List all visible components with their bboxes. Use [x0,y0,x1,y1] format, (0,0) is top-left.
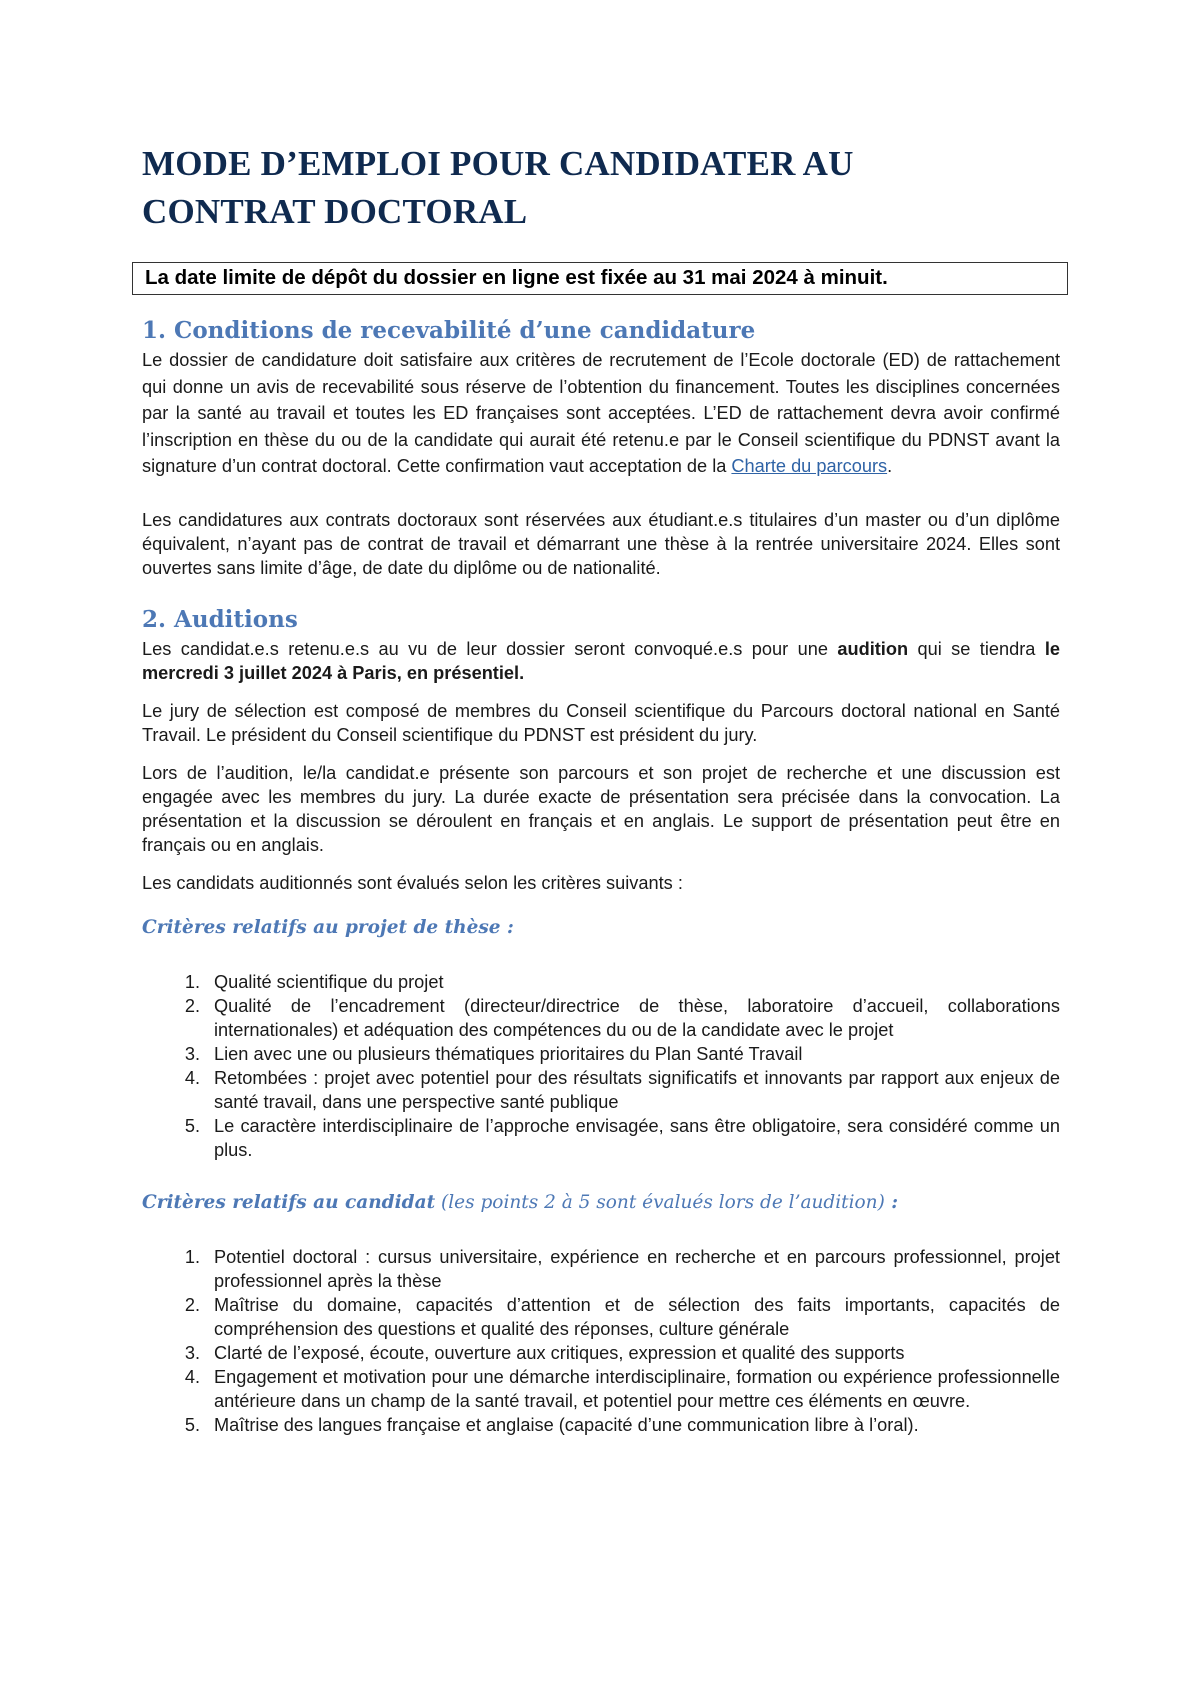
criteria-candidate-heading-note: (les points 2 à 5 sont évalués lors de l’audition) [435,1191,885,1213]
list-item-number: 4. [184,1067,200,1088]
section-1-paragraph-2: Les candidatures aux contrats doctoraux sont réservées aux étudiant.e.s titulaires d’un master ou d’un diplôme équivalent, n’ayant pas de contrat de travail et démarrant une thèse à la rentrée universitaire 2024. Elles sont ouvertes sans limite d’âge, de date du diplôme ou de nationalité. [142,509,1060,578]
section-2-paragraph-3: Lors de l’audition, le/la candidat.e présente son parcours et son projet de recherche et une discussion est engagée avec les membres du jury. La durée exacte de présentation sera précisée dans la convocation. La présentation et la discussion se déroulent en français et en anglais. Le support de présentation peut être en français ou en anglais. [142,762,1060,855]
list-item [142,1042,1060,1066]
section-1-title: 1. Conditions de recevabilité d’une candidature [142,317,756,344]
list-item-text: Retombées : projet avec potentiel pour des résultats significatifs et innovants par rapport aux enjeux de santé travail, dans une perspective santé publique [214,1067,1060,1112]
list-item-number: 1. [184,1246,200,1267]
list-item-text: Maîtrise du domaine, capacités d’attention et de sélection des faits importants, capacités de compréhension des questions et qualité des réponses, culture générale [214,1294,1060,1339]
list-item-number: 5. [184,1414,200,1435]
list-item [142,1341,1060,1365]
list-item-text: Clarté de l’exposé, écoute, ouverture aux critiques, expression et qualité des supports [214,1342,905,1363]
audition-date: le mercredi 3 juillet 2024 à Paris, en présentiel. [142,638,1060,683]
criteria-candidate-heading [142,1190,1060,1216]
list-item [142,970,1060,994]
section-1-paragraph-1 [142,347,1060,480]
criteria-project-list [142,970,1060,1162]
audition-emphasis: audition [837,638,909,659]
list-item-text: Qualité de l’encadrement (directeur/directrice de thèse, laboratoire d’accueil, collaborations internationales) et adéquation des compétences du ou de la candidate avec le projet [214,995,1060,1040]
list-item [142,1114,1060,1162]
list-item-number: 2. [184,995,200,1016]
list-item-number: 3. [184,1342,200,1363]
list-item-text: Maîtrise des langues française et anglaise (capacité d’une communication libre à l’oral). [214,1414,919,1435]
criteria-candidate-heading-main: Critères relatifs au candidat [142,1191,436,1213]
deadline-box: La date limite de dépôt du dossier en ligne est fixée au 31 mai 2024 à minuit. [132,262,1068,295]
list-item-text: Qualité scientifique du projet [214,971,444,992]
section-2-paragraph-1-a: Les candidat.e.s retenu.e.s au vu de leur dossier seront convoqué.e.s pour une [142,638,838,659]
section-2-paragraph-4: Les candidats auditionnés sont évalués selon les critères suivants : [142,872,683,893]
section-2-paragraph-1-c: qui se tiendra [908,638,1045,659]
section-1-paragraph-1-text: Le dossier de candidature doit satisfaire aux critères de recrutement de l’Ecole doctorale (ED) de rattachement qui donne un avis de recevabilité sous réserve de l’obtention du financement. Toutes les disciplines concernées par la santé au travail et toutes les ED françaises sont acceptées. L’ED de rattachement devra avoir confirmé l’inscription en thèse du ou de la candidate qui aurait été retenu.e par le Conseil scientifique du PDNST avant la signature d’un contrat doctoral. Cette confirmation vaut acceptation de la [142,350,1060,476]
document-title [142,140,1060,236]
criteria-candidate-list [142,1245,1060,1437]
list-item-text: Engagement et motivation pour une démarche interdisciplinaire, formation ou expérience professionnelle antérieure dans un champ de la santé travail, et potentiel pour mettre ces éléments en œuvre. [214,1366,1060,1411]
list-item [142,1365,1060,1413]
list-item-number: 3. [184,1043,200,1064]
list-item-text: Le caractère interdisciplinaire de l’approche envisagée, sans être obligatoire, sera considéré comme un plus. [214,1115,1060,1160]
document-page [142,140,1060,1437]
list-item-number: 5. [184,1115,200,1136]
list-item [142,1245,1060,1293]
list-item-number: 2. [184,1294,200,1315]
list-item [142,1066,1060,1114]
section-1-paragraph-1-end: . [887,456,893,476]
criteria-project-heading: Critères relatifs au projet de thèse : [142,916,514,938]
charte-link[interactable]: Charte du parcours [731,456,888,476]
list-item-text: Lien avec une ou plusieurs thématiques prioritaires du Plan Santé Travail [214,1043,803,1064]
list-item-text: Potentiel doctoral : cursus universitaire, expérience en recherche et en parcours professionnel, projet professionnel après la thèse [214,1246,1060,1291]
criteria-candidate-heading-end: : [884,1191,899,1213]
list-item-number: 1. [184,971,200,992]
list-item [142,1413,1060,1437]
section-2-paragraph-1 [142,637,1060,685]
list-item [142,994,1060,1042]
title-line-2: CONTRAT DOCTORAL [142,192,528,231]
list-item-number: 4. [184,1366,200,1387]
title-line-1: MODE D’EMPLOI POUR CANDIDATER AU [142,144,854,183]
section-2-title: 2. Auditions [142,605,298,633]
section-2-paragraph-2: Le jury de sélection est composé de membres du Conseil scientifique du Parcours doctoral national en Santé Travail. Le président du Conseil scientifique du PDNST est président du jury. [142,700,1060,745]
list-item [142,1293,1060,1341]
